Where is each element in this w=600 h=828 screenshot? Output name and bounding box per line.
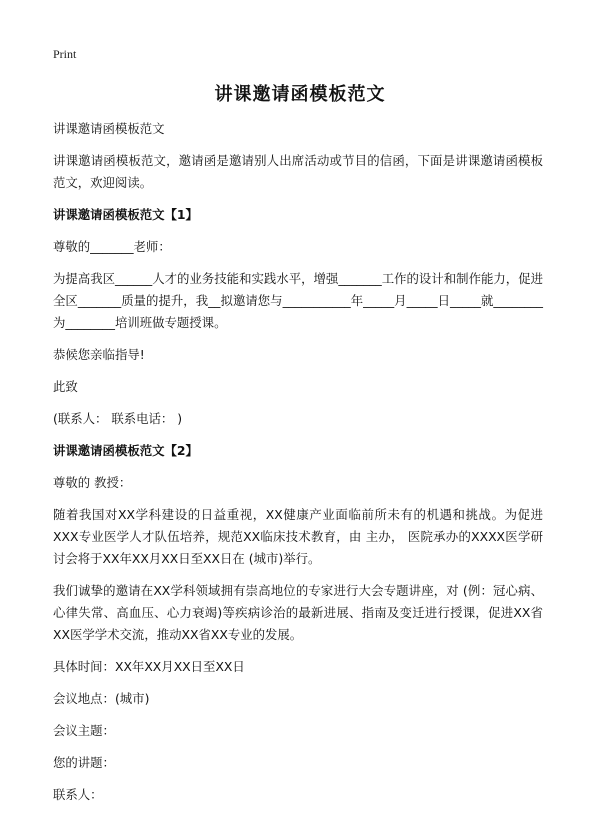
section-2-salutation: 尊敬的 教授： (53, 475, 132, 490)
subtitle: 讲课邀请函模板范文 (53, 121, 165, 136)
section-1-closing: 恭候您亲临指导! (53, 347, 145, 362)
page-title: 讲课邀请函模板范文 (214, 84, 386, 105)
section-2-location: 会议地点：(城市) (53, 691, 150, 706)
section-1-heading: 讲课邀请函模板范文【1】 (53, 207, 198, 222)
section-2-paragraph-1: 随着我国对XX学科建设的日益重视，XX健康产业面临前所未有的机遇和挑战。为促进XXX专业医学人才队伍培养，规范XX临床技术教育，由 主办， 医院承办的XXXX医学研讨会将于XX年XX月XX日至XX日在 (城市)举行。 (53, 507, 543, 566)
intro-paragraph: 讲课邀请函模板范文，邀请函是邀请别人出席活动或节目的信函，下面是讲课邀请函模板范文，欢迎阅读。 (53, 153, 543, 190)
section-2-paragraph-2: 我们诚挚的邀请在XX学科领域拥有崇高地位的专家进行大会专题讲座，对 (例：冠心病、心律失常、高血压、心力衰竭)等疾病诊治的最新进展、指南及变迁进行授课，促进XX省XX医学学术交流，推动XX省XX专业的发展。 (53, 583, 543, 642)
section-2-theme: 会议主题： (53, 723, 115, 738)
section-1-contact: (联系人： 联系电话： ) (53, 411, 183, 426)
section-1-regards: 此致 (53, 379, 78, 394)
section-2-heading: 讲课邀请函模板范文【2】 (53, 443, 198, 458)
section-2-time: 具体时间：XX年XX月XX日至XX日 (53, 659, 245, 674)
section-2-your-topic: 您的讲题： (53, 755, 115, 770)
section-2-contact: 联系人： (53, 787, 103, 802)
section-1-salutation: 尊敬的_______老师： (53, 239, 171, 254)
section-1-body: 为提高我区______人才的业务技能和实践水平，增强_______工作的设计和制作能力，促进全区_______质量的提升，我__拟邀请您与___________年_____月_____日_____就________为________培训班做专题授课。 (53, 271, 543, 330)
document-body (53, 118, 543, 806)
print-link[interactable]: Print (53, 47, 77, 61)
